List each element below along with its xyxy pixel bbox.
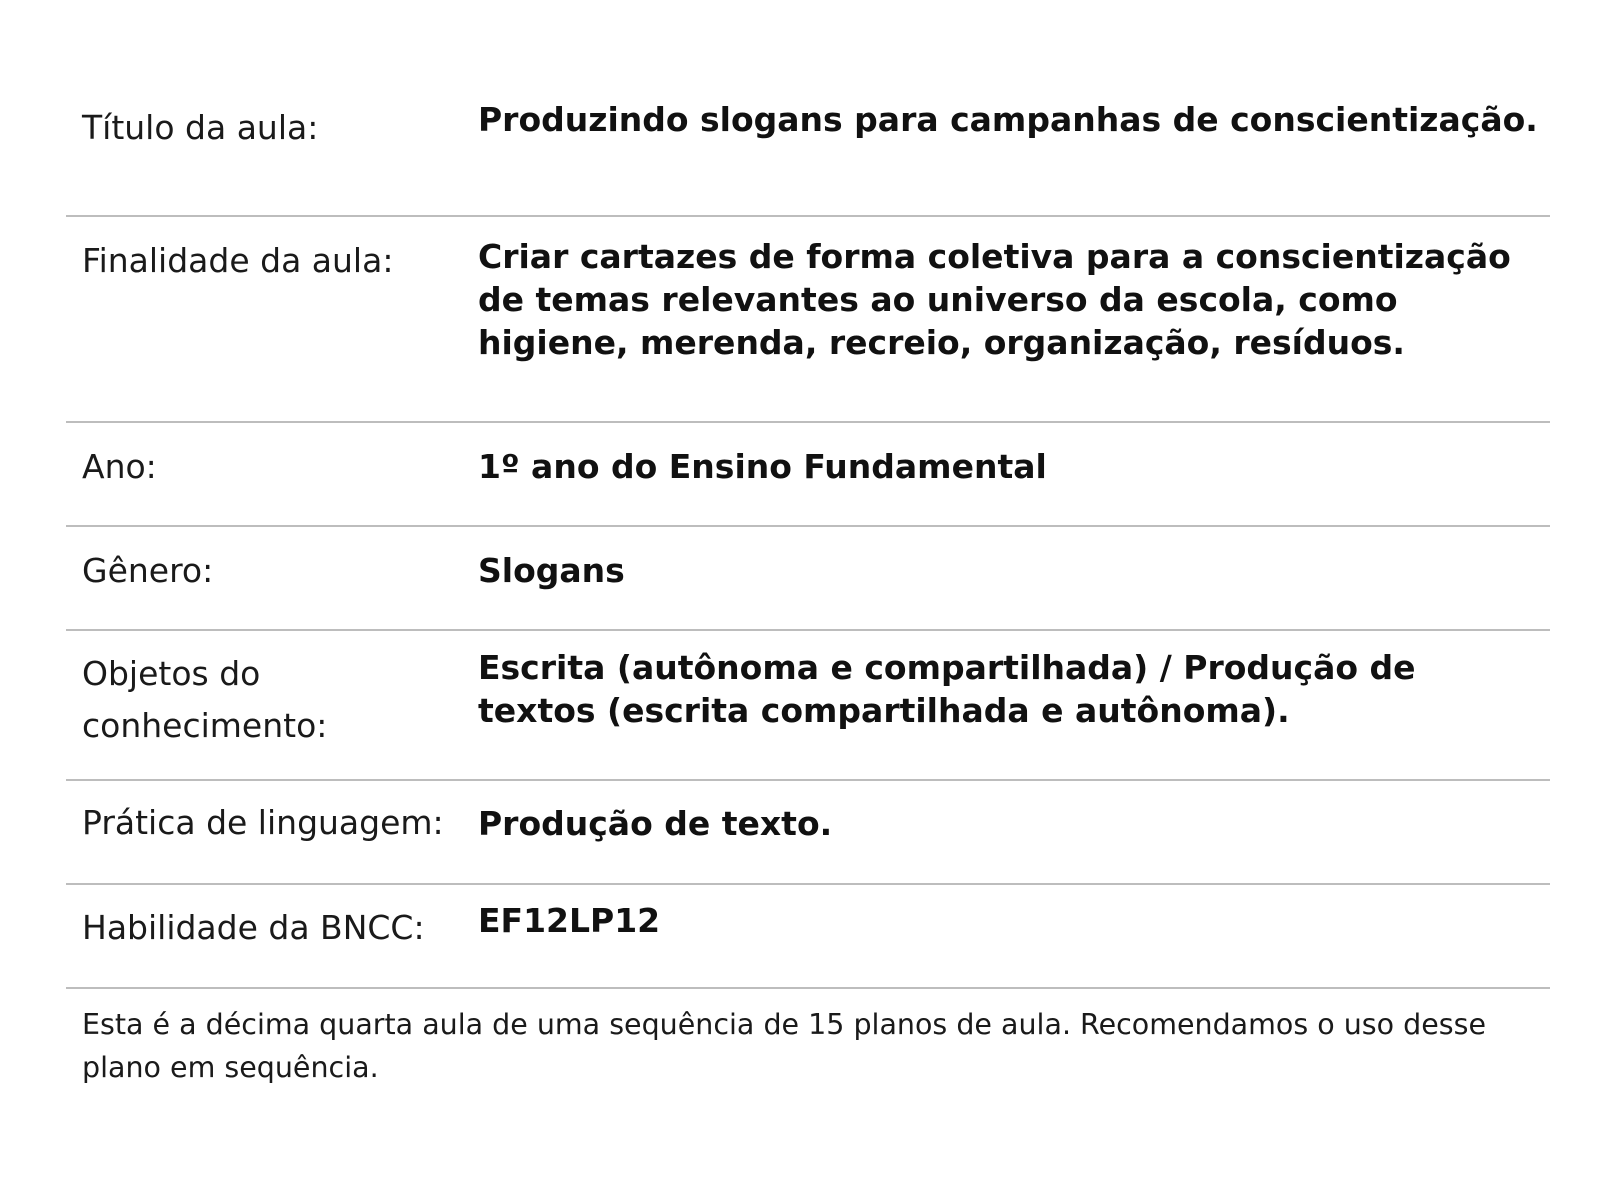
- lesson-info-table: [66, 60, 1550, 1089]
- row-objetos: [66, 631, 1550, 781]
- row-label: Título da aula:: [82, 108, 319, 147]
- row-habilidade: [66, 885, 1550, 989]
- row-label: Habilidade da BNCC:: [82, 908, 425, 947]
- row-value: Criar cartazes de forma coletiva para a conscientização de temas relevantes ao universo da escola, como higiene, merenda, recreio, organização, resíduos.: [478, 237, 1511, 362]
- row-value: Escrita (autônoma e compartilhada) / Produção de textos (escrita compartilhada e autônoma).: [478, 648, 1416, 730]
- row-value: 1º ano do Ensino Fundamental: [478, 447, 1047, 486]
- row-label: Finalidade da aula:: [82, 241, 394, 280]
- row-value: Produção de texto.: [478, 804, 833, 843]
- row-label: Ano:: [82, 447, 157, 486]
- row-label: Prática de linguagem:: [82, 803, 444, 842]
- row-finalidade: [66, 217, 1550, 423]
- row-ano: [66, 423, 1550, 527]
- row-genero: [66, 527, 1550, 631]
- sequence-note: Esta é a décima quarta aula de uma sequência de 15 planos de aula. Recomendamos o uso desse plano em sequência.: [82, 1008, 1487, 1084]
- row-pratica: [66, 781, 1550, 885]
- row-value: Slogans: [478, 551, 625, 590]
- row-value: EF12LP12: [478, 901, 661, 940]
- row-label: Objetos do conhecimento:: [82, 654, 328, 745]
- row-label: Gênero:: [82, 551, 214, 590]
- row-titulo: [66, 60, 1550, 217]
- row-value: Produzindo slogans para campanhas de conscientização.: [478, 100, 1538, 139]
